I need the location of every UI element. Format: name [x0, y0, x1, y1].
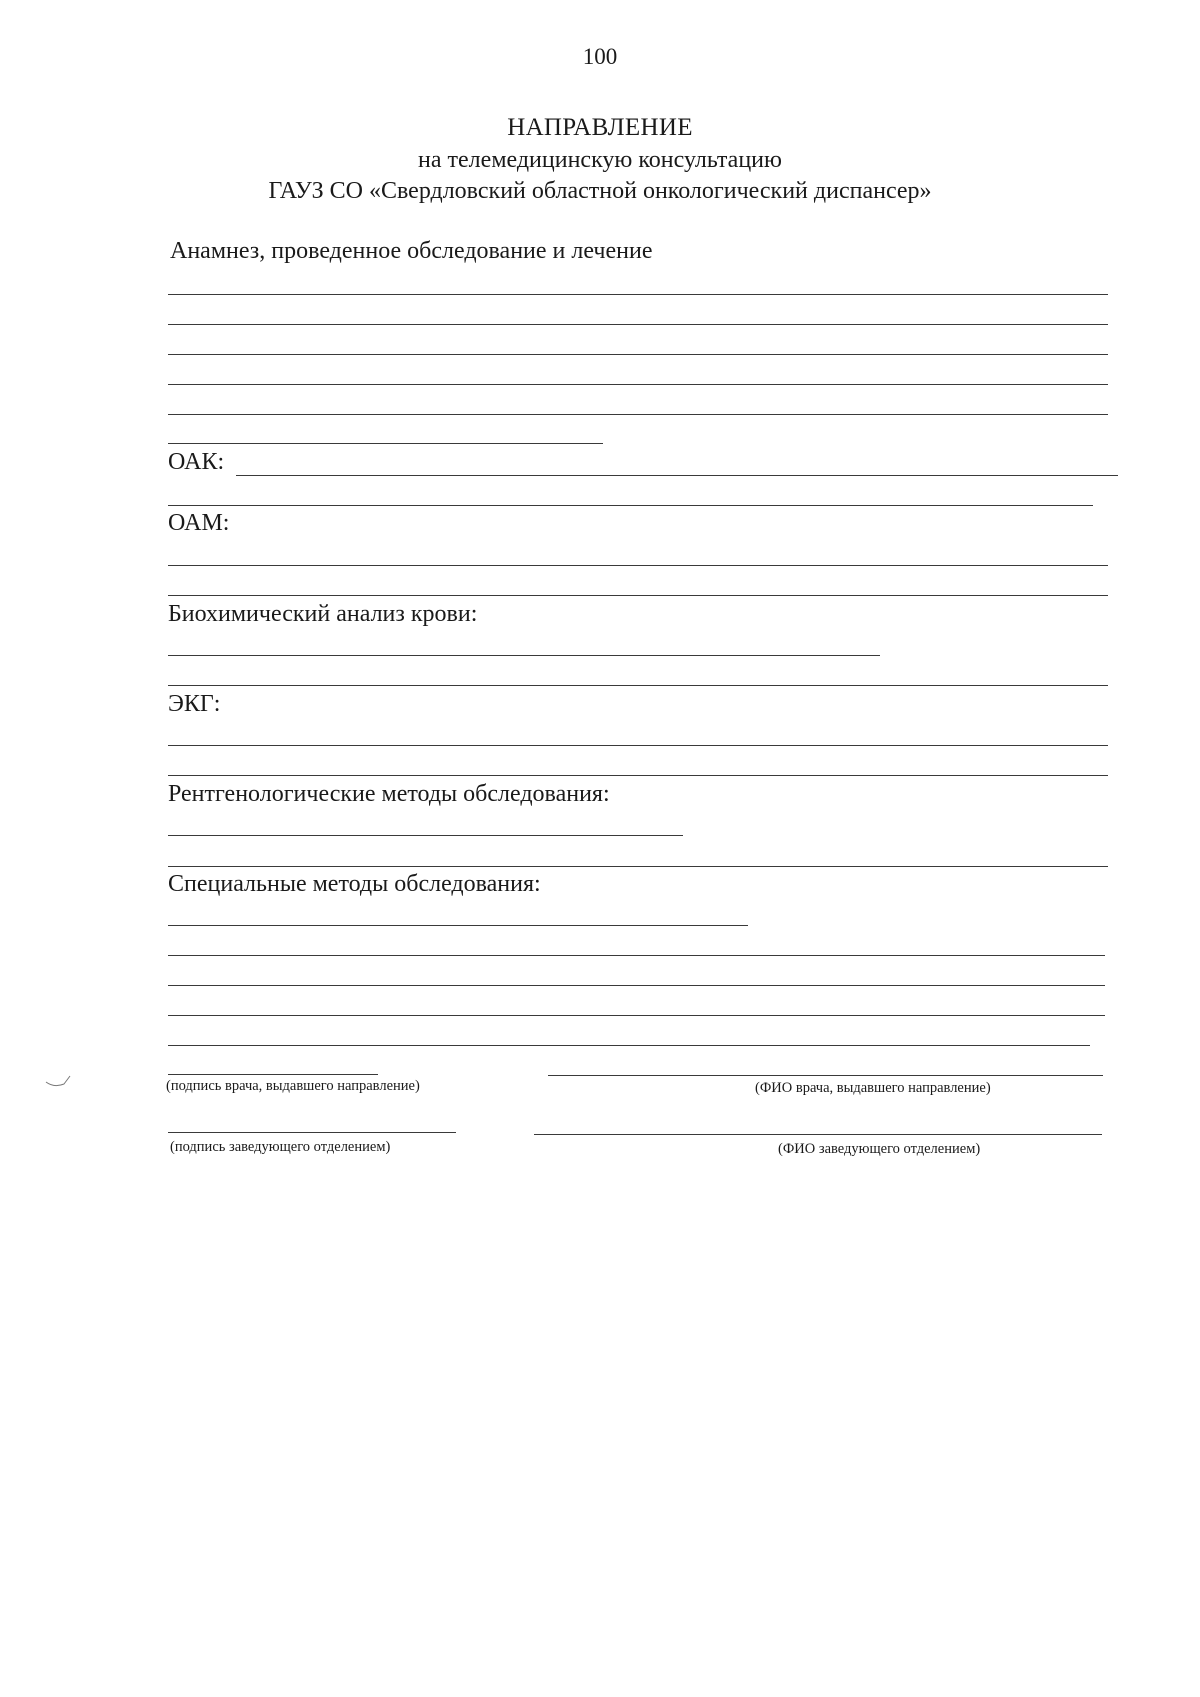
scan-mark-icon — [44, 1074, 74, 1088]
ekg-label: ЭКГ: — [168, 691, 221, 717]
biochem-line-2[interactable] — [168, 685, 1108, 686]
biochem-label: Биохимический анализ крови: — [168, 601, 478, 627]
special-label: Специальные методы обследования: — [168, 871, 541, 897]
form-subtitle: на телемедицинскую консультацию — [418, 147, 782, 173]
special-line-4[interactable] — [168, 1015, 1105, 1016]
anamnesis-line-5[interactable] — [168, 414, 1108, 415]
ekg-line-2[interactable] — [168, 775, 1108, 776]
anamnesis-line-6[interactable] — [168, 443, 603, 444]
xray-line-2[interactable] — [168, 866, 1108, 867]
special-line-5[interactable] — [168, 1045, 1090, 1046]
xray-label: Рентгенологические методы обследования: — [168, 781, 610, 807]
xray-line-1[interactable] — [168, 835, 683, 836]
anamnesis-line-2[interactable] — [168, 324, 1108, 325]
ekg-line-1[interactable] — [168, 745, 1108, 746]
head-name-caption: (ФИО заведующего отделением) — [778, 1141, 981, 1157]
anamnesis-line-3[interactable] — [168, 354, 1108, 355]
anamnesis-line-4[interactable] — [168, 384, 1108, 385]
anamnesis-line-1[interactable] — [168, 294, 1108, 295]
form-title: НАПРАВЛЕНИЕ — [507, 114, 693, 141]
page-number: 100 — [582, 44, 618, 69]
special-line-2[interactable] — [168, 955, 1105, 956]
doctor-name-line[interactable] — [548, 1075, 1103, 1076]
doctor-signature-line[interactable] — [168, 1074, 378, 1075]
doctor-signature-caption: (подпись врача, выдавшего направление) — [166, 1078, 420, 1094]
head-signature-caption: (подпись заведующего отделением) — [170, 1139, 391, 1155]
oak-label: ОАК: — [168, 449, 225, 475]
oam-line-2[interactable] — [168, 595, 1108, 596]
oam-label: ОАМ: — [168, 510, 230, 536]
head-name-line[interactable] — [534, 1134, 1102, 1135]
head-signature-line[interactable] — [168, 1132, 456, 1133]
biochem-line-1[interactable] — [168, 655, 880, 656]
special-line-1[interactable] — [168, 925, 748, 926]
special-line-3[interactable] — [168, 985, 1105, 986]
institution-name: ГАУЗ СО «Свердловский областной онкологический диспансер» — [268, 178, 932, 204]
doctor-name-caption: (ФИО врача, выдавшего направление) — [755, 1080, 991, 1096]
anamnesis-label: Анамнез, проведенное обследование и лечение — [170, 238, 653, 264]
oam-line-1[interactable] — [168, 565, 1108, 566]
oak-line-1[interactable] — [236, 475, 1118, 476]
oak-line-2[interactable] — [168, 505, 1093, 506]
